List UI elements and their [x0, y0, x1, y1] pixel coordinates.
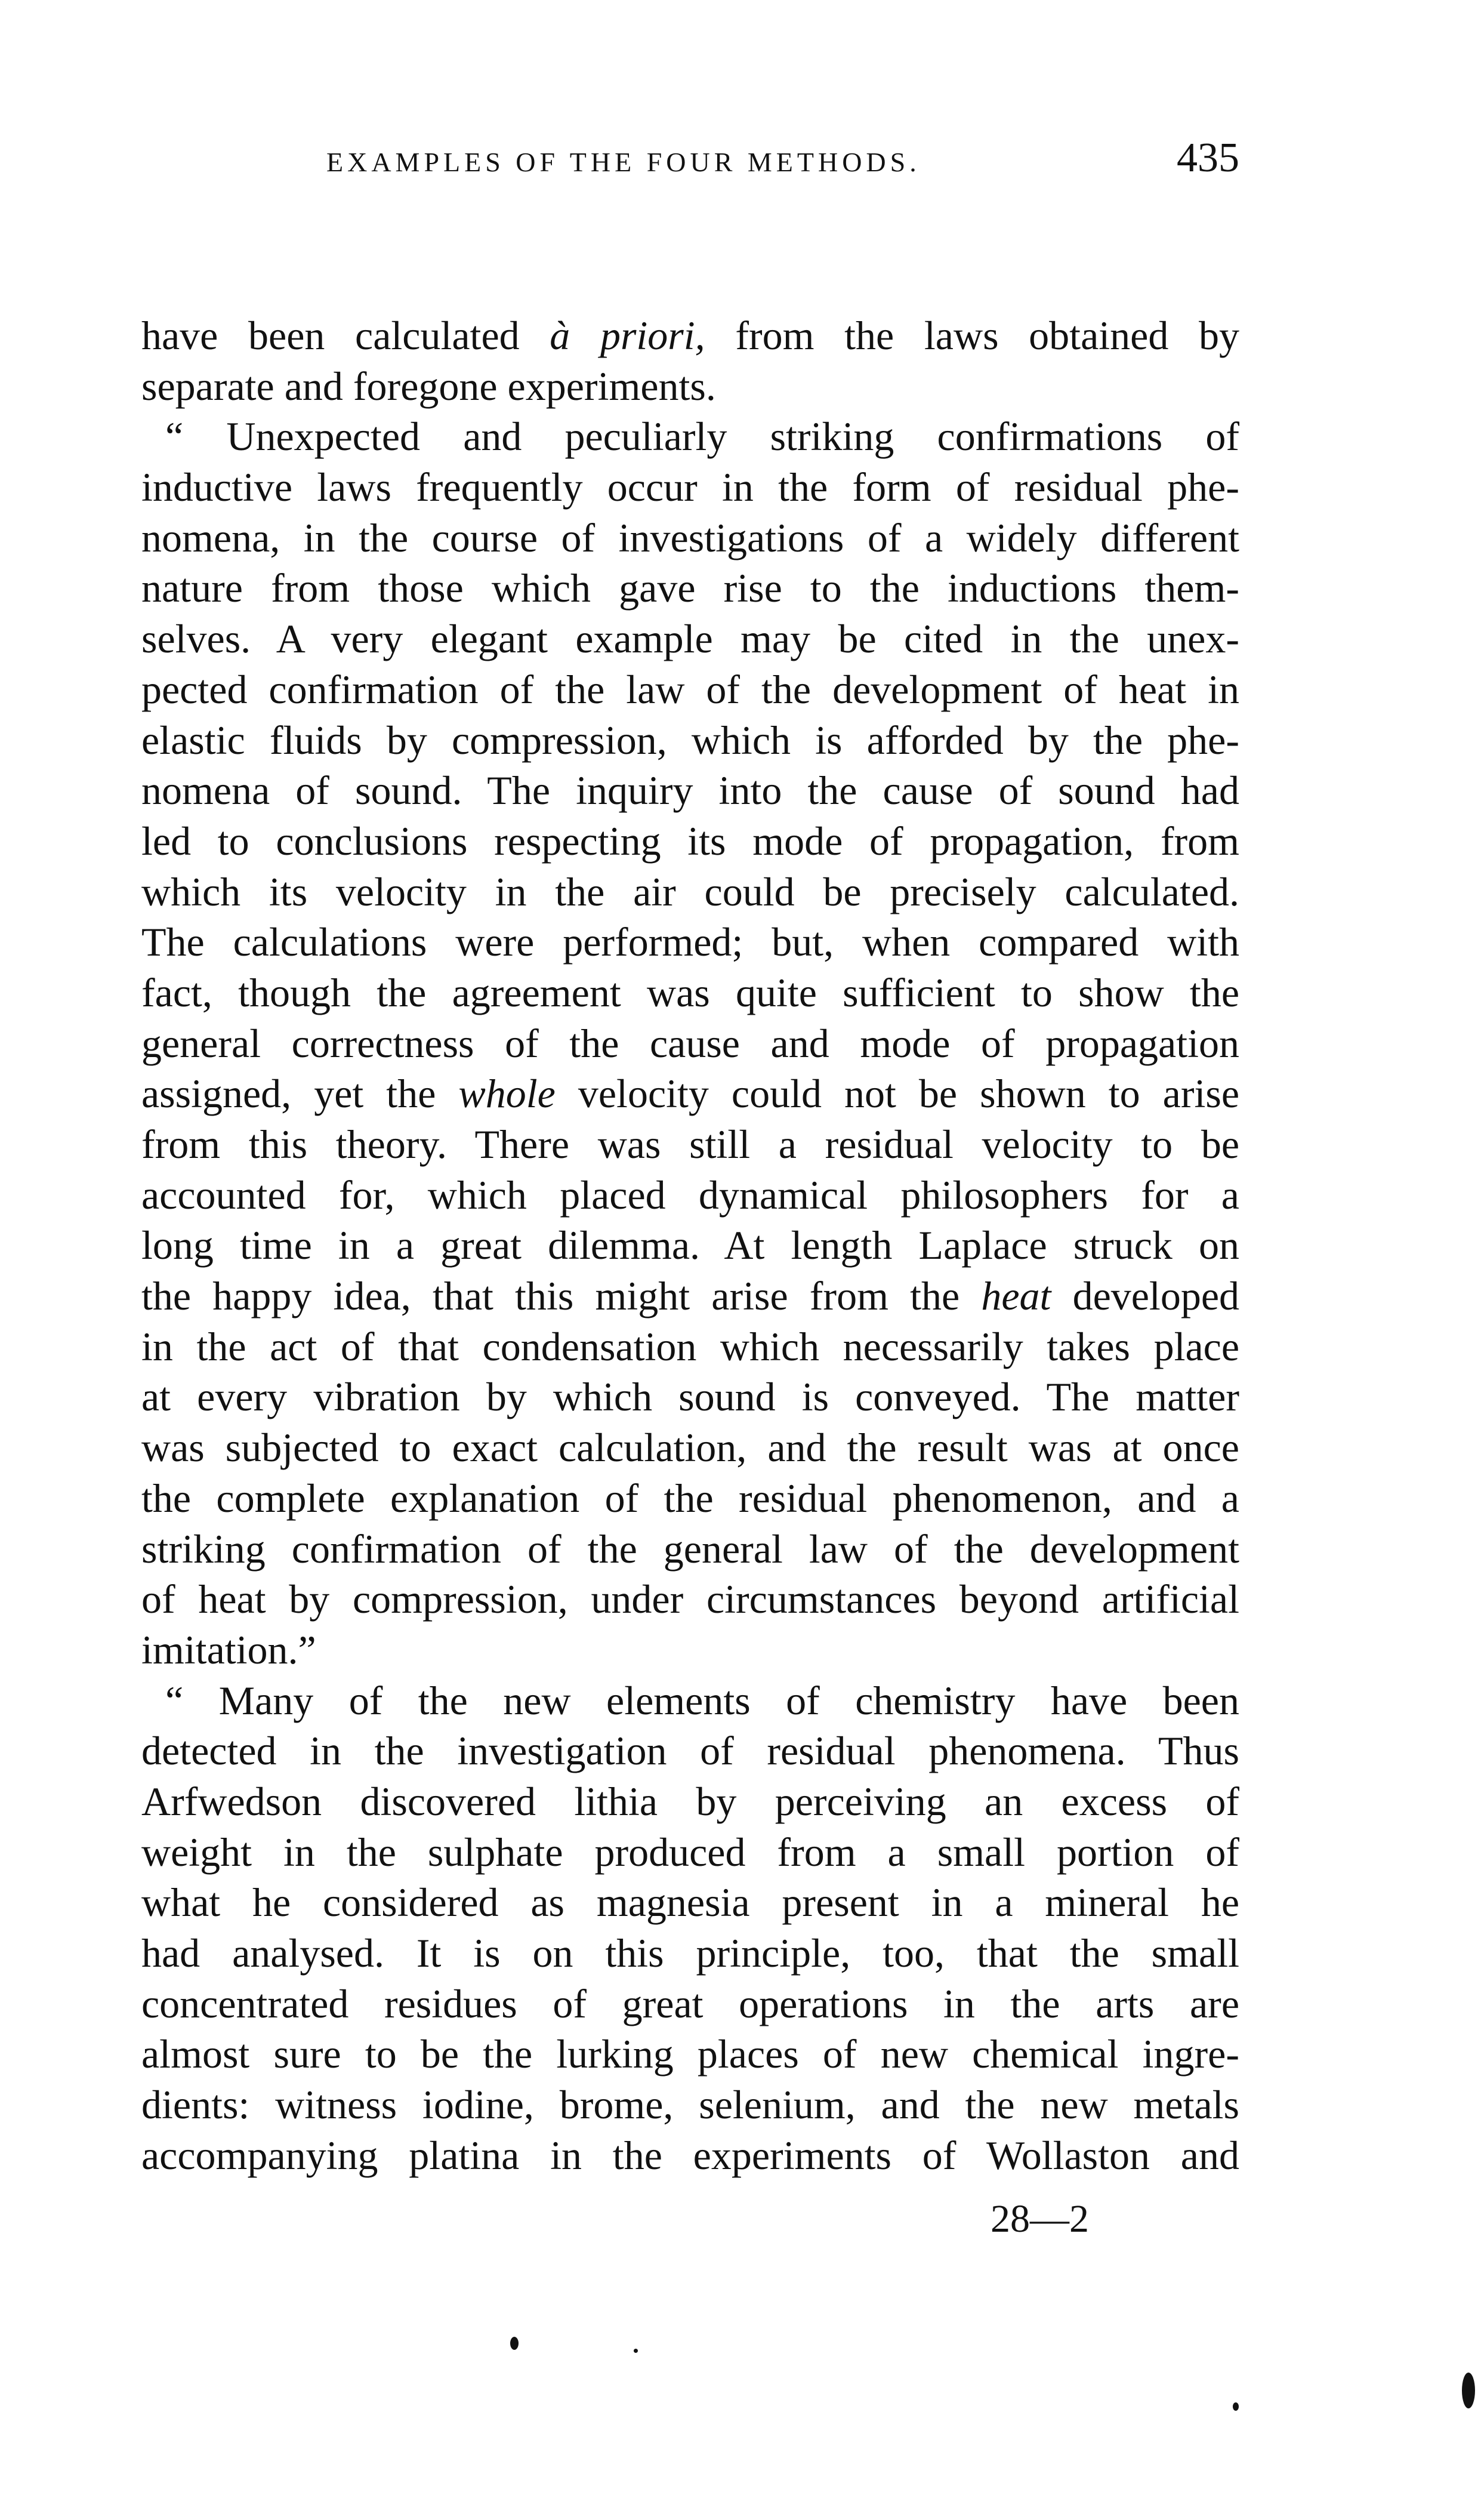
text-line: nomena, in the course of investigations of a widely different [141, 515, 1239, 560]
text-line: had analysed. It is on this principle, too, that the small [141, 1930, 1239, 1976]
text-line: elastic fluids by compression, which is afforded by the phe- [141, 717, 1239, 763]
text-line: which its velocity in the air could be precisely calculated. [141, 868, 1239, 914]
text-line: nature from those which gave rise to the inductions them- [141, 565, 1239, 611]
signature-mark: 28—2 [991, 2197, 1089, 2241]
text-line: in the act of that condensation which necessarily takes place [141, 1323, 1239, 1369]
italic-text: à priori, [550, 313, 705, 358]
text-line: separate and foregone experiments. [141, 363, 716, 409]
text-line: selves. A very elegant example may be cited in the unex- [141, 616, 1239, 662]
text-line: pected confirmation of the law of the development of heat in [141, 666, 1239, 712]
text-line: dients: witness iodine, brome, selenium, and the new metals [141, 2082, 1239, 2128]
text-line: striking confirmation of the general law of the development [141, 1526, 1239, 1572]
text-line: fact, though the agreement was quite sufficient to show the [141, 969, 1239, 1015]
paragraph [141, 1675, 1239, 2181]
text-line: the happy idea, that this might arise from the heat developed [141, 1273, 1240, 1319]
text-line: accounted for, which placed dynamical philosophers for a [141, 1172, 1239, 1218]
text-line: at every vibration by which sound is conveyed. The matter [141, 1374, 1239, 1420]
page-number: 435 [1177, 135, 1239, 181]
text-line: “ Unexpected and peculiarly striking confirmations of [165, 414, 1239, 460]
ink-speck [510, 2337, 519, 2350]
text-line: “ Many of the new elements of chemistry have been [165, 1677, 1239, 1723]
text-line: weight in the sulphate produced from a small portion of [141, 1829, 1239, 1875]
text-line: what he considered as magnesia present in a mineral he [141, 1880, 1239, 1926]
text-line: Arfwedson discovered lithia by perceiving an excess of [141, 1778, 1239, 1824]
italic-text: whole [458, 1071, 556, 1117]
running-title: EXAMPLES OF THE FOUR METHODS. [326, 147, 921, 177]
text-line: long time in a great dilemma. At length Laplace struck on [141, 1222, 1239, 1268]
text-line: the complete explanation of the residual phenomenon, and a [141, 1475, 1239, 1521]
text-line: general correctness of the cause and mode of propagation [141, 1020, 1239, 1066]
text-line: nomena of sound. The inquiry into the cause of sound had [141, 768, 1239, 814]
ink-speck [1462, 2373, 1475, 2408]
text-line: detected in the investigation of residual phenomena. Thus [141, 1728, 1239, 1774]
text-line: assigned, yet the whole velocity could not be shown to arise [141, 1071, 1240, 1117]
text-line: imitation.” [141, 1626, 316, 1672]
ink-speck [634, 2349, 638, 2353]
text-line: was subjected to exact calculation, and the result was at once [141, 1425, 1239, 1471]
text-line: have been calculated à priori, from the laws obtained by [141, 313, 1239, 358]
text-line: accompanying platina in the experiments of Wollaston and [141, 2132, 1239, 2178]
text-line: inductive laws frequently occur in the form of residual phe- [141, 464, 1239, 510]
text-line: The calculations were performed; but, when compared with [141, 919, 1239, 965]
ink-speck [1233, 2402, 1239, 2411]
paragraph [141, 411, 1239, 1675]
text-line: led to conclusions respecting its mode of propagation, from [141, 818, 1239, 864]
text-line: almost sure to be the lurking places of new chemical ingre- [141, 2031, 1239, 2077]
text-line: from this theory. There was still a residual velocity to be [141, 1122, 1239, 1167]
body-text [141, 310, 1239, 2180]
running-header [141, 134, 1239, 188]
paragraph [141, 310, 1239, 411]
text-line: concentrated residues of great operations in the arts are [141, 1980, 1239, 2026]
italic-text: heat [981, 1273, 1051, 1319]
text-line: of heat by compression, under circumstances beyond artificial [141, 1576, 1239, 1622]
